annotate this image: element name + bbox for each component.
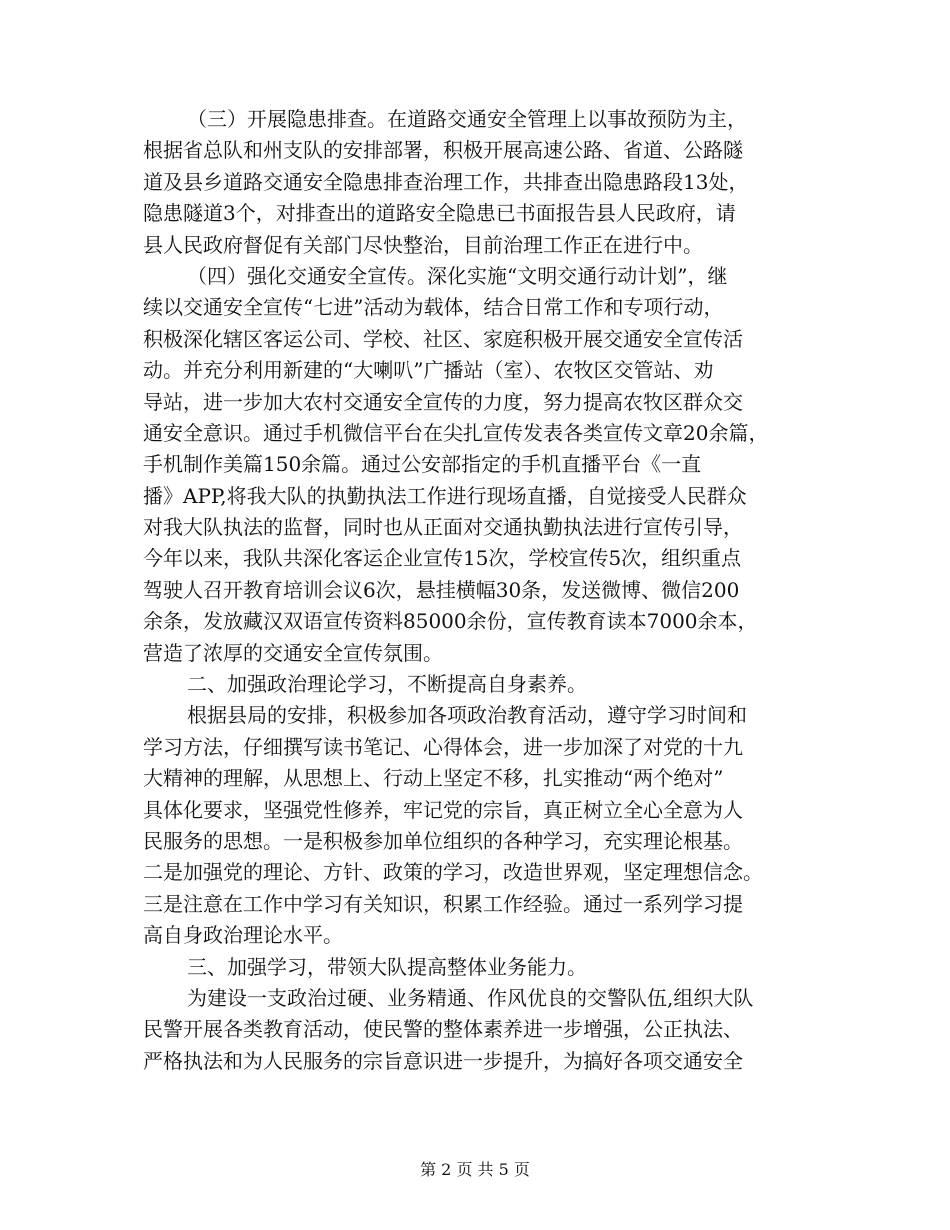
paragraph-line: 根据县局的安排，积极参加各项政治教育活动，遵守学习时间和 [187, 703, 747, 728]
document-body [143, 104, 803, 1077]
paragraph-line: 具体化要求，坚强党性修养，牢记党的宗旨，真正树立全心全意为人 [143, 797, 743, 822]
paragraph-line: 积极深化辖区客运公司、学校、社区、家庭积极开展交通安全宣传活 [143, 326, 743, 351]
paragraph-line: 学习方法，仔细撰写读书笔记、心得体会，进一步加深了对党的十九 [143, 734, 743, 759]
paragraph-line: 严格执法和为人民服务的宗旨意识进一步提升，为搞好各项交通安全 [143, 1048, 743, 1073]
paragraph-line: 余条，发放藏汉双语宣传资料85000余份，宣传教育读本7000余本， [143, 609, 758, 634]
paragraph-line: 县人民政府督促有关部门尽快整治，目前治理工作正在进行中。 [143, 232, 703, 257]
paragraph-line: （三）开展隐患排查。在道路交通安全管理上以事故预防为主， [187, 107, 747, 131]
paragraph-line: 民警开展各类教育活动，使民警的整体素养进一步增强，公正执法、 [143, 1017, 743, 1042]
paragraph-line: 隐患隧道3个，对排查出的道路安全隐患已书面报告县人民政府，请 [143, 201, 736, 226]
paragraph-line: 手机制作美篇150余篇。通过公安部指定的手机直播平台《一直 [143, 452, 702, 477]
paragraph-line: 高自身政治理论水平。 [143, 923, 343, 948]
paragraph-line: 动。并充分利用新建的“大喇叭”广播站（室）、农牧区交管站、劝 [143, 358, 714, 383]
paragraph-line: 二是加强党的理论、方针、政策的学习，改造世界观，坚定理想信念。 [143, 860, 763, 885]
paragraph-line: 驾驶人召开教育培训会议6次，悬挂横幅30条，发送微博、微信200 [143, 577, 740, 602]
paragraph-line: 为建设一支政治过硬、业务精通、作风优良的交警队伍,组织大队 [187, 985, 754, 1010]
section-heading: 二、加强政治理论学习，不断提高自身素养。 [187, 672, 587, 697]
paragraph-line: 营造了浓厚的交通安全宣传氛围。 [143, 640, 443, 665]
paragraph-line: （四）强化交通安全宣传。深化实施“文明交通行动计划”，继 [187, 263, 728, 288]
paragraph-line: 道及县乡道路交通安全隐患排查治理工作，共排查出隐患路段13处， [143, 169, 749, 194]
paragraph-line: 根据省总队和州支队的安排部署，积极开展高速公路、省道、公路隧 [143, 138, 743, 163]
paragraph-line: 播》APP,将我大队的执勤执法工作进行现场直播，自觉接受人民群众 [143, 483, 747, 508]
paragraph-line: 通安全意识。通过手机微信平台在尖扎宣传发表各类宣传文章20余篇， [143, 420, 769, 445]
page-number-footer: 第 2 页 共 5 页 [420, 1160, 530, 1179]
paragraph-line: 今年以来，我队共深化客运企业宣传15次，学校宣传5次，组织重点 [143, 546, 742, 571]
paragraph-line: 续以交通安全宣传“七进”活动为载体，结合日常工作和专项行动， [143, 295, 724, 320]
paragraph-line: 民服务的思想。一是积极参加单位组织的各种学习，充实理论根基。 [143, 828, 743, 853]
paragraph-line: 导站，进一步加大农村交通安全宣传的力度，努力提高农牧区群众交 [143, 389, 743, 414]
paragraph-line: 对我大队执法的监督，同时也从正面对交通执勤执法进行宣传引导， [143, 515, 743, 540]
paragraph-line: 大精神的理解，从思想上、行动上坚定不移，扎实推动“两个绝对” [143, 766, 724, 791]
section-heading: 三、加强学习，带领大队提高整体业务能力。 [187, 954, 587, 979]
paragraph-line: 三是注意在工作中学习有关知识，积累工作经验。通过一系列学习提 [143, 891, 743, 916]
